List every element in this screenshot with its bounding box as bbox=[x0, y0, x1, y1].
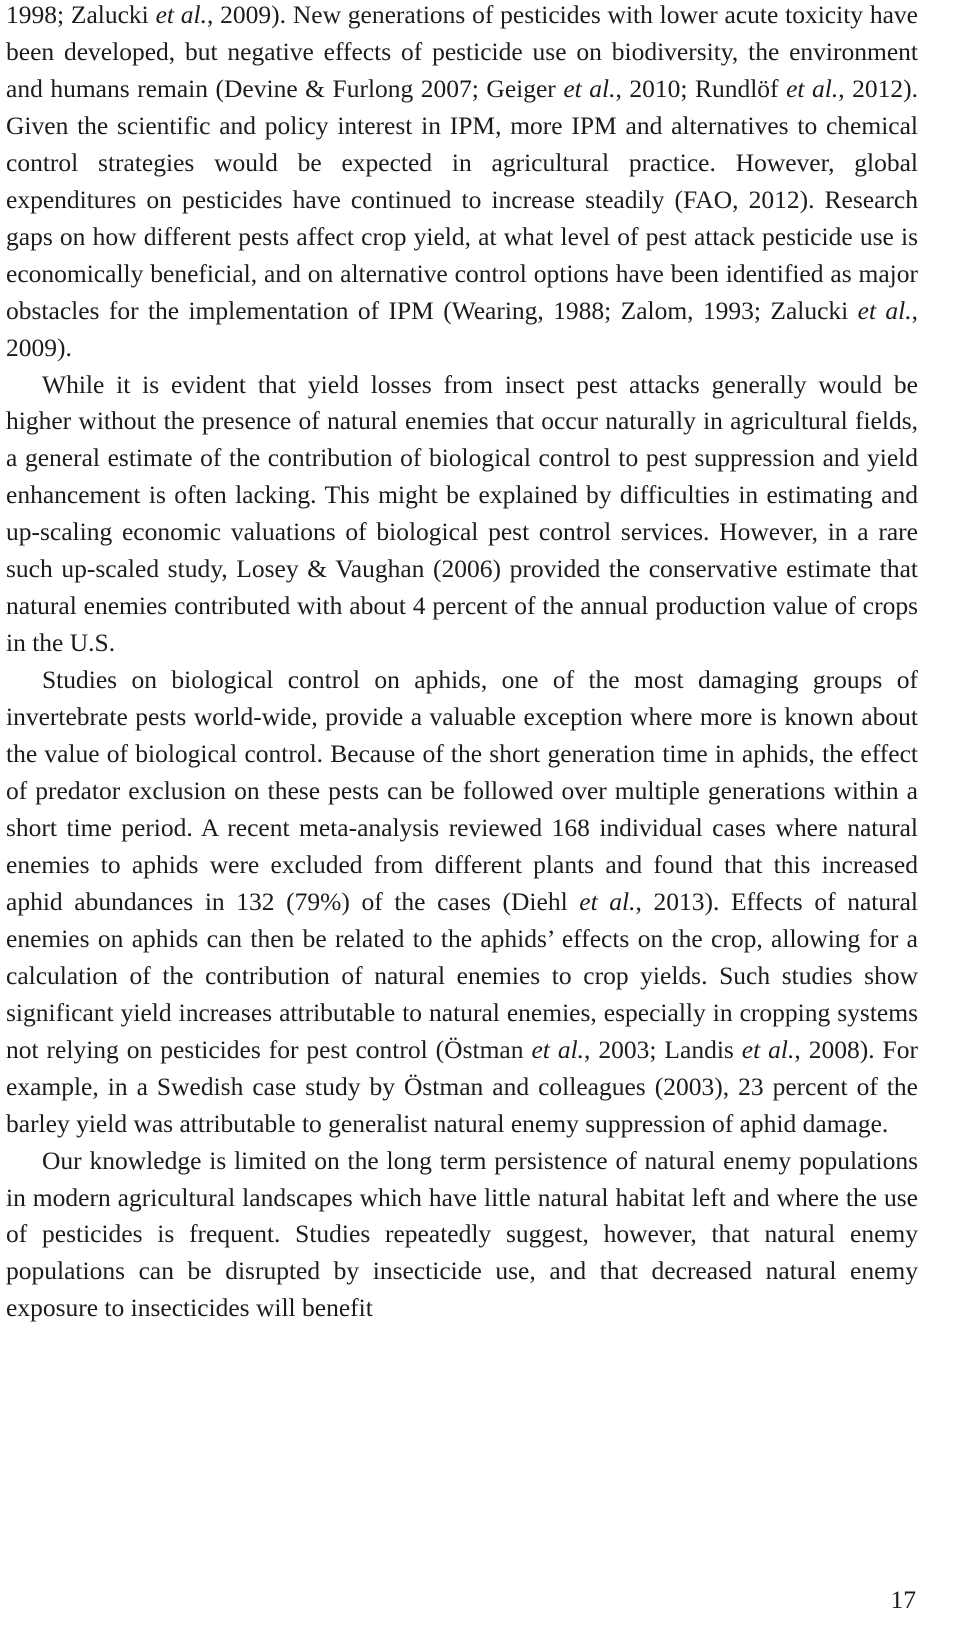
paragraph-text: , 2003; Landis bbox=[584, 1034, 742, 1064]
italic-citation-text: et al. bbox=[155, 0, 207, 29]
paragraph-text: , 2008). For example, in a Swedish case study by Östman and colleagues (2003), 23 percent of the barley yield was attributable to generalist natural enemy suppression of aphid damage. bbox=[6, 1034, 918, 1138]
paragraph-text: , 2009). bbox=[6, 295, 918, 362]
italic-citation-text: et al. bbox=[579, 886, 636, 916]
paragraph-text: Studies on biological control on aphids, one of the most damaging groups of invertebrate pests world-wide, provide a valuable exception where more is known about the value of biological control. Because of the short generation time in aphids, the effect of predator exclusion on these pests can be followed over multiple generations within a short time period. A recent meta-analysis reviewed 168 individual cases where natural enemies to aphids were excluded from different plants and found that this increased aphid abundances in 132 (79%) of the cases (Diehl bbox=[6, 665, 918, 916]
paragraph-text: , 2010; Rundlöf bbox=[615, 73, 787, 103]
body-text bbox=[6, 0, 918, 1327]
paragraph-text: While it is evident that yield losses from insect pest attacks generally would be higher without the presence of natural enemies that occur naturally in agricultural fields, a general estimate of the contribution of biological control to pest suppression and yield enhancement is often lacking. This might be explained by difficulties in estimating and up-scaling economic valuations of biological pest control services. However, in a rare such up-scaled study, Losey & Vaughan (2006) provided the conservative estimate that natural enemies contributed with about 4 percent of the annual production value of crops in the U.S. bbox=[6, 369, 918, 658]
italic-citation-text: et al. bbox=[857, 295, 912, 325]
document-page bbox=[6, 0, 918, 1327]
paragraph-text: , 2012). Given the scientific and policy interest in IPM, more IPM and alternatives to chemical control strategies would be expected in agricultural practice. However, global expenditures on pesticides have continued to increase steadily (FAO, 2012). Research gaps on how different pests affect crop yield, at what level of pest attack pesticide use is economically beneficial, and on alternative control options have been identified as major obstacles for the implementation of IPM (Wearing, 1988; Zalom, 1993; Zalucki bbox=[6, 73, 918, 325]
paragraph bbox=[6, 0, 918, 367]
italic-citation-text: et al. bbox=[531, 1034, 585, 1064]
italic-citation-text: et al. bbox=[741, 1034, 795, 1064]
paragraph-text: Our knowledge is limited on the long term persistence of natural enemy populations in modern agricultural landscapes which have little natural habitat left and where the use of pesticides is frequent. Studies repeatedly suggest, however, that natural enemy populations can be disrupted by insecticide use, and that decreased natural enemy exposure to insecticides will benefit bbox=[6, 1145, 918, 1323]
paragraph bbox=[6, 367, 918, 663]
italic-citation-text: et al. bbox=[563, 73, 616, 103]
paragraph bbox=[6, 662, 918, 1142]
paragraph-text: 1998; Zalucki bbox=[6, 0, 156, 29]
page-number: 17 bbox=[890, 1585, 916, 1614]
paragraph bbox=[6, 1143, 918, 1328]
paragraph-text: , 2009). New generations of pesticides with lower acute toxicity have been developed, but negative effects of pesticide use on biodiversity, the environment and humans remain (Devine & Furlong 2007; Geiger bbox=[6, 0, 918, 103]
italic-citation-text: et al. bbox=[786, 73, 839, 103]
paragraph-text: , 2013). Effects of natural enemies on aphids can then be related to the aphids’ effects on the crop, allowing for a calculation of the contribution of natural enemies to crop yields. Such studies show significant yield increases attributable to natural enemies, especially in cropping systems not relying on pesticides for pest control (Östman bbox=[6, 886, 918, 1064]
